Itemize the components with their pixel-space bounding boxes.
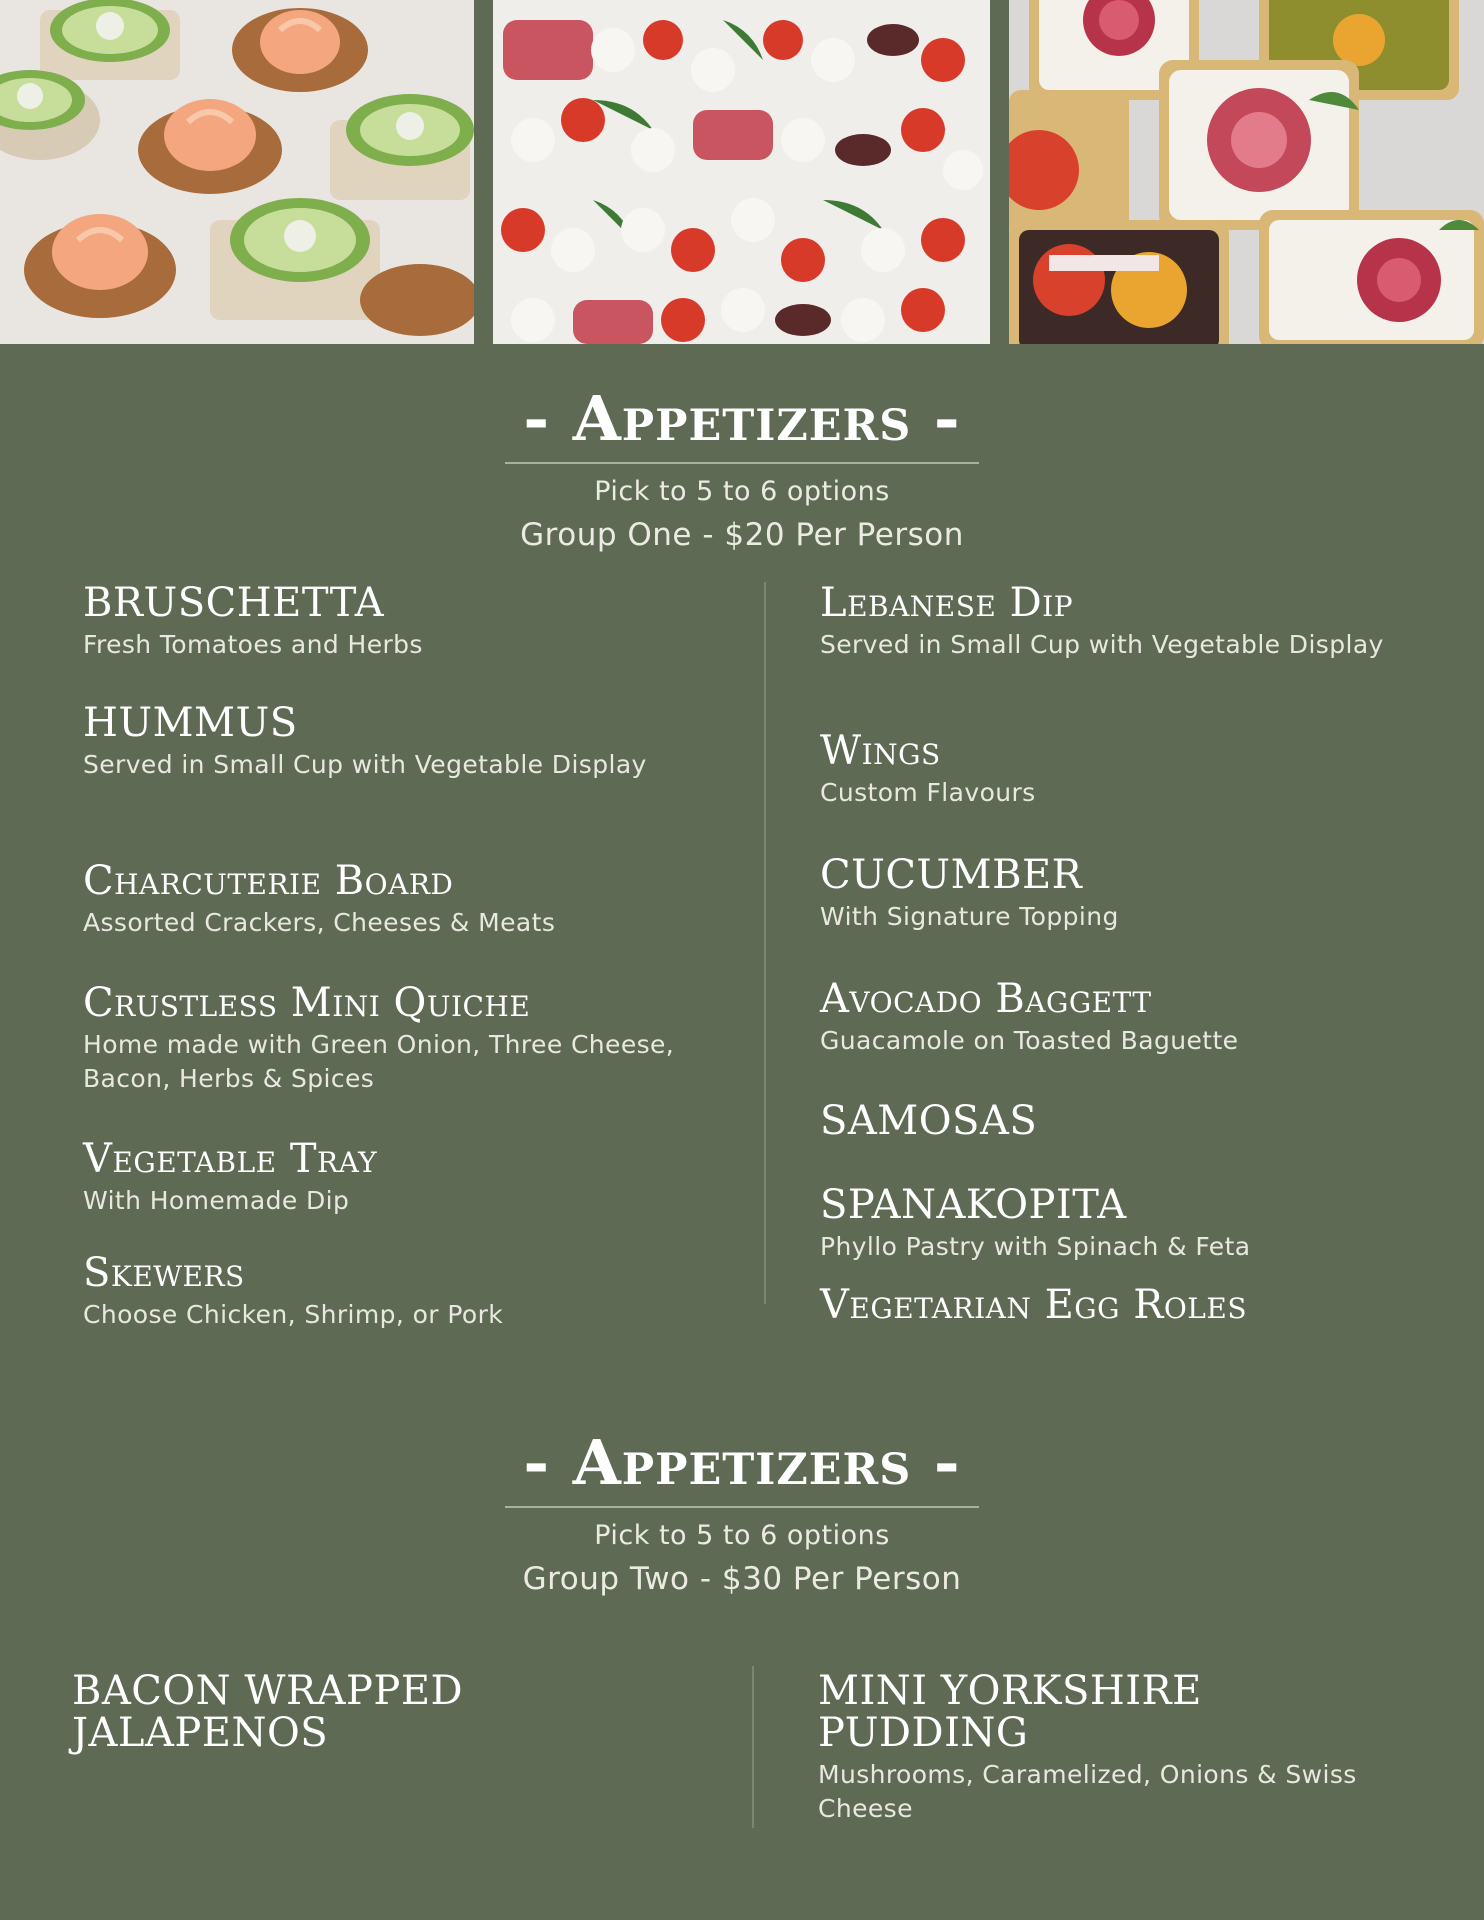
menu-item-description: With Homemade Dip [83, 1186, 350, 1215]
menu-item [820, 1100, 1440, 1142]
group-one-right-column [820, 582, 1440, 1342]
menu-item [820, 1184, 1440, 1264]
menu-item-description: Served in Small Cup with Vegetable Display [83, 750, 647, 779]
cucumber-shrimp-canapes-photo [0, 0, 474, 344]
menu-item-name: Charcuterie Board [83, 858, 454, 904]
menu-item-name: Wings [820, 728, 941, 774]
title-underline [505, 462, 979, 464]
menu-item-name: BACON WRAPPED JALAPENOS [72, 1668, 464, 1756]
section-subtitle: Pick to 5 to 6 options [594, 1520, 890, 1551]
menu-item-name: Lebanese Dip [820, 580, 1074, 626]
menu-item-name: Avocado Baggett [820, 976, 1152, 1022]
menu-item-name: HUMMUS [83, 700, 298, 746]
prosciutto-rose-toasts-photo [1009, 0, 1484, 344]
menu-item [83, 1252, 723, 1332]
group-price-line: Group Two - $30 Per Person [522, 1561, 962, 1597]
group-price-line: Group One - $20 Per Person [520, 517, 964, 553]
menu-item-name: CUCUMBER [820, 852, 1083, 898]
menu-item-name: Crustless Mini Quiche [83, 980, 531, 1026]
group-two-right-column [818, 1670, 1458, 1850]
caprese-skewers-photo [493, 0, 990, 344]
menu-item [83, 1138, 723, 1218]
menu-item-description: Fresh Tomatoes and Herbs [83, 630, 423, 659]
menu-item [72, 1670, 492, 1754]
column-divider [752, 1666, 754, 1828]
menu-item [820, 730, 1440, 810]
menu-item-description: Served in Small Cup with Vegetable Display [820, 630, 1384, 659]
menu-item-description: Mushrooms, Caramelized, Onions & Swiss Cheese [818, 1760, 1357, 1823]
group-one-left-column [83, 582, 723, 1342]
menu-item-description: Custom Flavours [820, 778, 1036, 807]
menu-item [83, 582, 723, 662]
column-divider [764, 582, 766, 1304]
menu-item [820, 978, 1440, 1058]
menu-item [818, 1670, 1458, 1826]
menu-item-name: MINI YORKSHIRE PUDDING [818, 1668, 1202, 1756]
menu-item [820, 854, 1440, 934]
menu-item-description: With Signature Topping [820, 902, 1119, 931]
menu-item-description: Guacamole on Toasted Baguette [820, 1026, 1239, 1055]
menu-item-name: Vegetarian Egg Roles [820, 1282, 1248, 1328]
menu-item [83, 702, 723, 782]
menu-item-name: Vegetable Tray [83, 1136, 378, 1182]
menu-item-description: Assorted Crackers, Cheeses & Meats [83, 908, 556, 937]
menu-item-name: SPANAKOPITA [820, 1182, 1127, 1228]
section-title: - Appetizers - [523, 382, 961, 455]
section-title: - Appetizers - [523, 1426, 961, 1499]
menu-item [83, 860, 723, 940]
menu-item-name: Skewers [83, 1250, 245, 1296]
group-one-header [0, 382, 1484, 553]
menu-item-description: Home made with Green Onion, Three Cheese, Bacon, Herbs & Spices [83, 1030, 675, 1093]
menu-item-name: BRUSCHETTA [83, 580, 385, 626]
menu-item-name: SAMOSAS [820, 1098, 1038, 1144]
group-two-header [0, 1426, 1484, 1597]
section-subtitle: Pick to 5 to 6 options [594, 476, 890, 507]
menu-item-description: Phyllo Pastry with Spinach & Feta [820, 1232, 1251, 1261]
photo-strip [0, 0, 1484, 344]
group-two-left-column [72, 1670, 712, 1850]
menu-item [83, 982, 723, 1096]
menu-item-description: Choose Chicken, Shrimp, or Pork [83, 1300, 504, 1329]
menu-item [820, 582, 1440, 662]
menu-item [820, 1284, 1440, 1326]
title-underline [505, 1506, 979, 1508]
